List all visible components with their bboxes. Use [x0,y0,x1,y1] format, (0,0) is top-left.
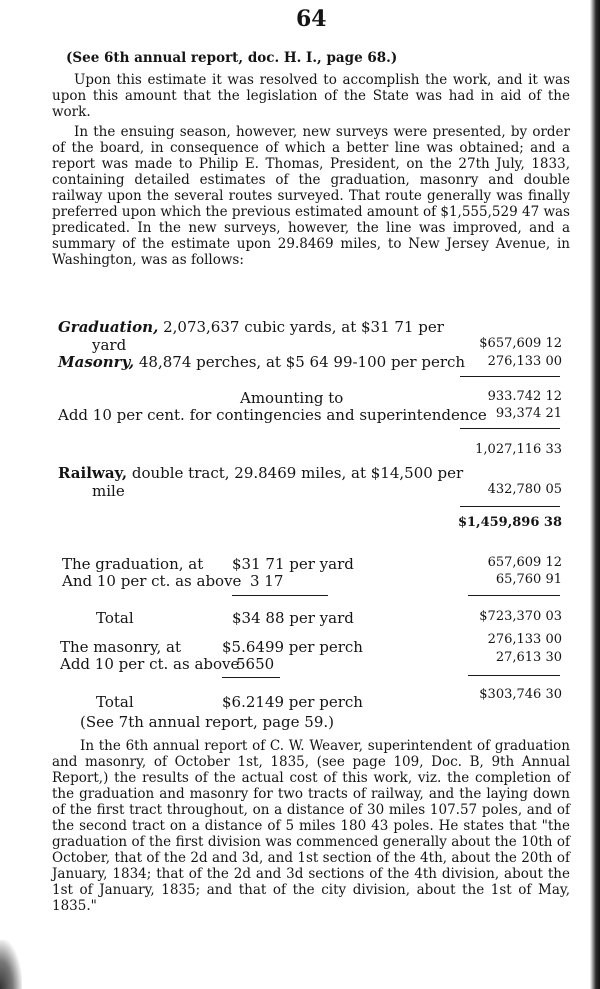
graduation-total-label: Total [96,609,134,627]
page-binding-shadow [590,0,600,989]
masonry-rate-rule [222,677,280,678]
railway-label: Railway, [58,464,128,482]
paragraph-new-surveys: In the ensuing season, however, new surveys were presented, by order of the board, in consequence of which a better line was obtained; and a report was made to Philip E. Thomas, President, on the 27th July, 1833, containing detailed estimates of the graduation, masonry and double railway upon the several routes surveyed. That route generally was finally preferred upon which the previous estimated amount of $1,555,529 47 was predicated. In the new surveys, however, the line was improved, and a summary of the estimate upon 29.8469 miles, to New Jersey Avenue, in Washington, was as follows: [52,124,570,268]
masonry-total-rate: $6.2149 per perch [222,693,363,711]
graduation-text: 2,073,637 cubic yards, at $31 71 per [163,318,444,336]
masonry-row [58,353,465,371]
paragraph-weaver-report: In the 6th annual report of C. W. Weaver, superintendent of graduation and masonry, of October 1st, 1835, (see page 109, Doc. B, 9th Annual Report,) the results of the actual cost of this work, viz. the completion of the graduation and masonry for two tracts of railway, and the laying down of the first tract throughout, on a distance of 30 miles 107.57 poles, and of the second tract on a distance of 5 miles 180 43 poles. He states that "the graduation of the first division was commenced generally about the 10th of October, that of the 2d and 3d, and 1st section of the 4th, about the 20th of January, 1834; that of the 2d and 3d sections of the 4th division, about the 1st of January, 1835; and that of the city division, about the 1st of May, 1835." [52,738,570,914]
contingencies-value: 93,374 21 [495,406,562,421]
graduation-breakdown-rate: $31 71 per yard [232,555,354,573]
amounting-label: Amounting to [240,389,344,407]
graduation-value-rule [468,595,560,596]
paragraph-estimate-resolution: Upon this estimate it was resolved to accomplish the work, and it was upon this amount that the legislation of the State was had in aid of the work. [52,72,570,120]
subtotal-value: 1,027,116 33 [475,442,562,457]
graduation-breakdown-label: The graduation, at [62,555,204,573]
masonry-total-label: Total [96,693,134,711]
graduation-rate-rule [232,595,328,596]
railway-row [58,464,463,482]
graduation-add-rate: 3 17 [250,572,284,590]
masonry-value: 276,133 00 [487,354,562,369]
report-reference: (See 6th annual report, doc. H. I., page 68.) [66,50,398,66]
railway-unit: mile [92,482,125,500]
sum-rule-3 [460,506,560,507]
masonry-label: Masonry, [58,353,135,371]
graduation-label: Graduation, [58,318,159,336]
graduation-value: $657,609 12 [479,336,562,351]
masonry-add-rate: 5650 [236,655,275,673]
sum-rule-2 [460,428,560,429]
graduation-breakdown-value: 657,609 12 [487,555,562,570]
railway-value: 432,780 05 [487,482,562,497]
grand-total: $1,459,896 38 [457,515,562,530]
railway-text: double tract, 29.8469 miles, at $14,500 per [131,464,464,482]
graduation-total-value: $723,370 03 [479,609,562,624]
sum-rule-1 [460,376,560,377]
masonry-add-value: 27,613 30 [495,650,562,665]
scan-smudge [0,940,22,989]
graduation-row [58,318,444,336]
masonry-breakdown-rate: $5.6499 per perch [222,638,363,656]
graduation-add-label: And 10 per ct. as above [62,572,242,590]
graduation-total-rate: $34 88 per yard [232,609,354,627]
graduation-add-value: 65,760 91 [495,572,562,587]
page-number: 64 [296,6,327,32]
masonry-breakdown-label: The masonry, at [60,638,182,656]
graduation-unit: yard [92,336,127,354]
masonry-total-value: $303,746 30 [479,687,562,702]
amounting-value: 933.742 12 [487,389,562,404]
masonry-add-label: Add 10 per ct. as above [60,655,240,673]
masonry-breakdown-value: 276,133 00 [487,632,562,647]
report-reference-2: (See 7th annual report, page 59.) [80,713,334,731]
contingencies-label: Add 10 per cent. for contingencies and superintendence [58,406,487,424]
masonry-text: 48,874 perches, at $5 64 99-100 per perch [138,353,466,371]
masonry-value-rule [468,675,560,676]
